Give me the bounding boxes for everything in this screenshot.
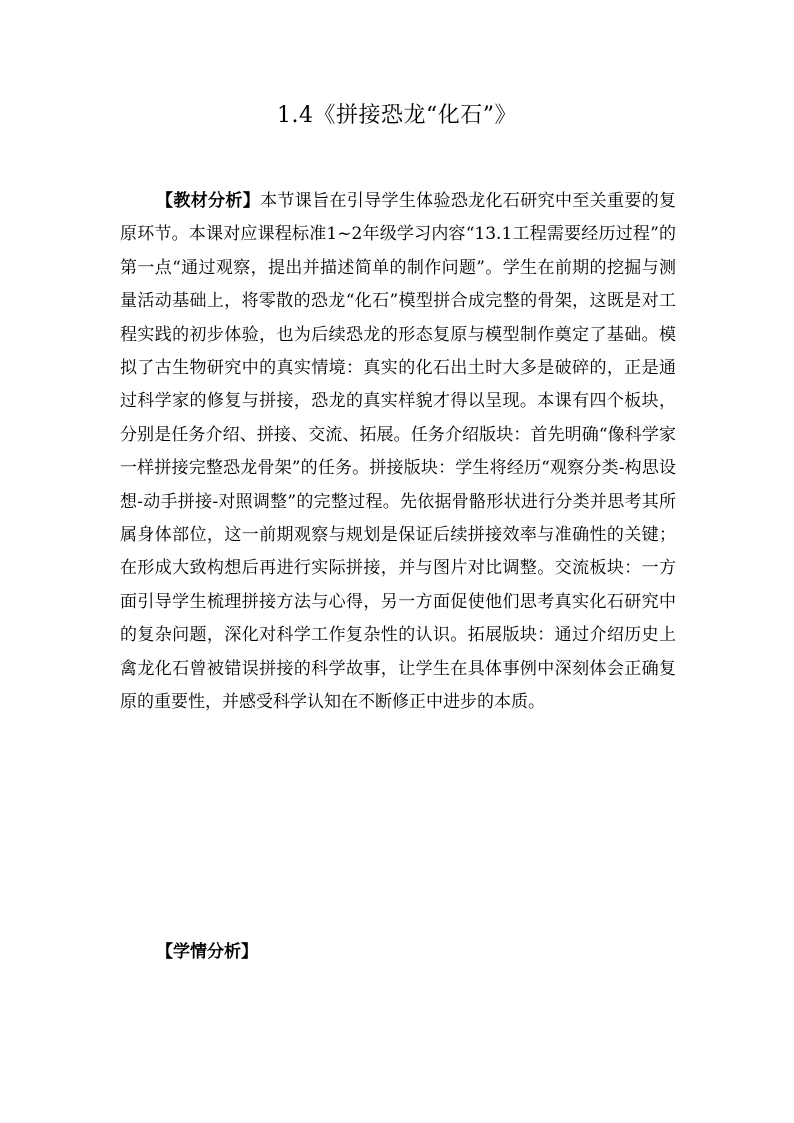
textbook-analysis-text: 本节课旨在引导学生体验恐龙化石研究中至关重要的复原环节。本课对应课程标准1~2年级学习内容“13.1工程需要经历过程”的第一点“通过观察，提出并描述简单的制作问题”。学生在前期的挖掘与测量活动基础上，将零散的恐龙“化石”模型拼合成完整的骨架，这既是对工程实践的初步体验，也为后续恐龙的形态复原与模型制作奠定了基础。模拟了古生物研究中的真实情境：真实的化石出土时大多是破碎的，正是通过科学家的修复与拼接，恐龙的真实样貌才得以呈现。本课有四个板块，分别是任务介绍、拼接、交流、拓展。任务介绍版块：首先明确“像科学家一样拼接完整恐龙骨架”的任务。拼接版块：学生将经历“观察分类-构思设想-动手拼接-对照调整”的完整过程。先依据骨骼形状进行分类并思考其所属身体部位，这一前期观察与规划是保证后续拼接效率与准确性的关键；在形成大致构想后再进行实际拼接，并与图片对比调整。交流板块：一方面引导学生梳理拼接方法与心得，另一方面促使他们思考真实化石研究中的复杂问题，深化对科学工作复杂性的认识。拓展版块：通过介绍历史上禽龙化石曾被错误拼接的科学故事，让学生在具体事例中深刻体会正确复原的重要性，并感受科学认知在不断修正中进步的本质。 [120, 191, 677, 713]
textbook-analysis-paragraph [120, 185, 676, 720]
student-analysis-heading: 【学情分析】 [156, 942, 258, 962]
document-title: 1.4《拼接恐龙“化石”》 [277, 103, 517, 128]
textbook-analysis-label: 【教材分析】 [156, 191, 261, 211]
